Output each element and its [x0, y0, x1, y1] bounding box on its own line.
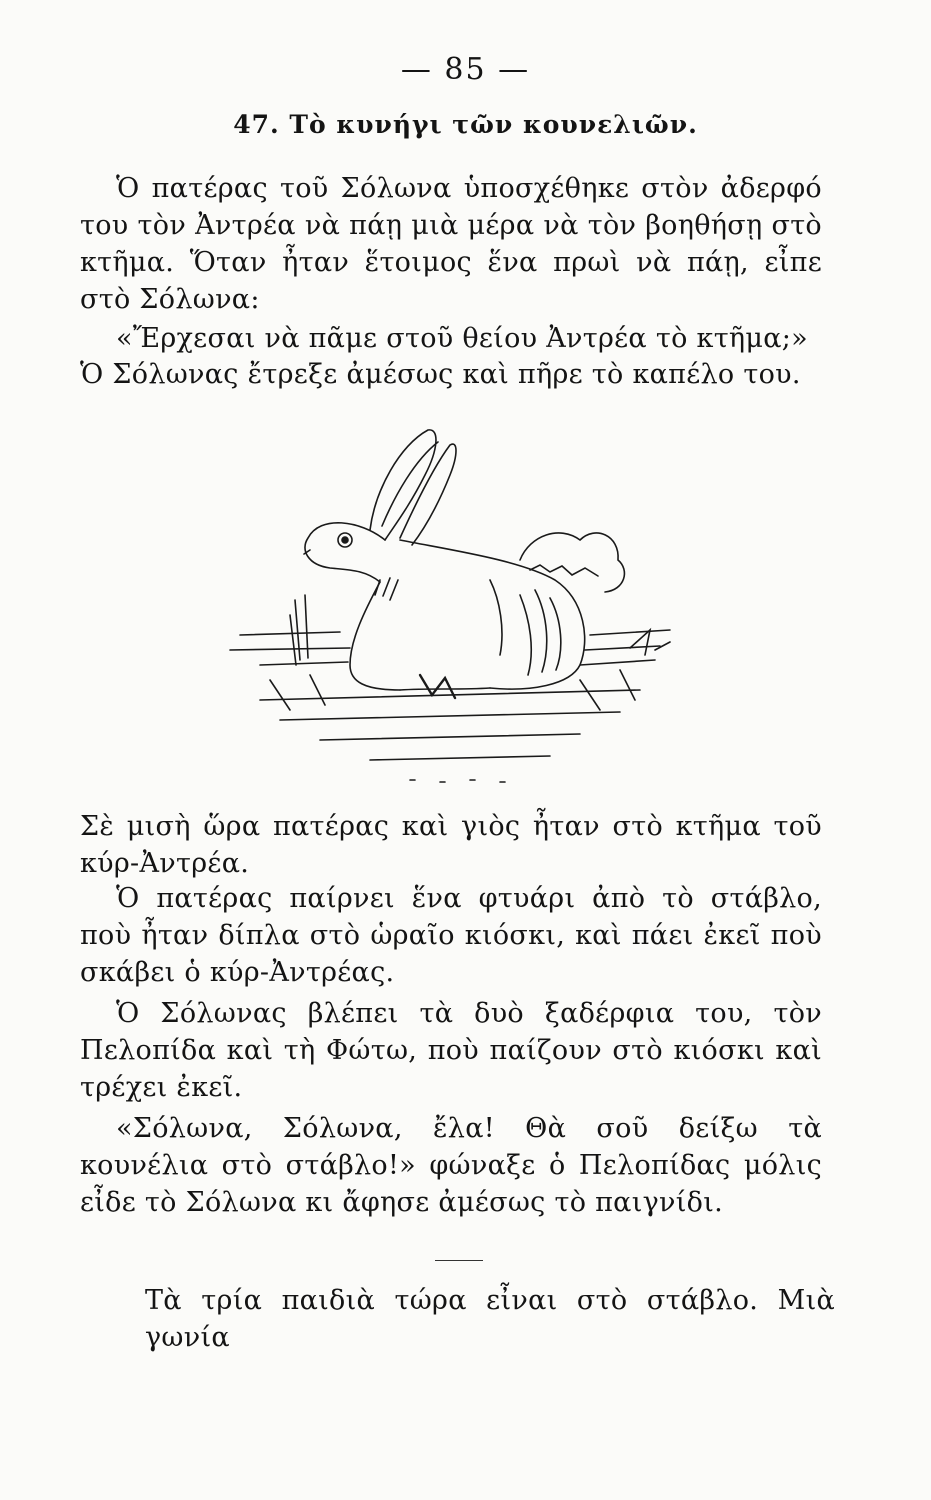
paragraph-8: Τὰ τρία παιδιὰ τώρα εἶναι στὸ στάβλο. Μιὰ γωνία [145, 1285, 835, 1353]
paragraph-6: Ὁ Σόλωνας βλέπει τὰ δυὸ ξαδέρφια του, τὸν Πελοπίδα καὶ τὴ Φώτω, ποὺ παίζουν στὸ κιόσκι καὶ τρέχει ἐκεῖ. [80, 998, 822, 1103]
paragraph-3: Ὁ Σόλωνας ἔτρεξε ἀμέσως καὶ πῆρε τὸ καπέλο του. [80, 359, 801, 390]
page-number: — 85 — [400, 52, 531, 87]
paragraph-5: Ὁ πατέρας παίρνει ἕνα φτυάρι ἀπὸ τὸ στάβλο, ποὺ ἦταν δίπλα στὸ ὡραῖο κιόσκι, καὶ πάει ἐκεῖ ποὺ σκάβει ὁ κύρ-Ἀντρέας. [80, 883, 822, 988]
chapter-title: 47. Τὸ κυνήγι τῶν κουνελιῶν. [233, 110, 698, 139]
paragraph-4: Σὲ μισὴ ὥρα πατέρας καὶ γιὸς ἦταν στὸ κτῆμα τοῦ κύρ-Ἀντρέα. [80, 811, 822, 879]
paragraph-2: «Ἔρχεσαι νὰ πᾶμε στοῦ θείου Ἀντρέα τὸ κτῆμα;» [116, 323, 809, 354]
divider [435, 1260, 483, 1261]
paragraph-1: Ὁ πατέρας τοῦ Σόλωνα ὑποσχέθηκε στὸν ἀδερφό του τὸν Ἀντρέα νὰ πάῃ μιὰ μέρα νὰ τὸν βοηθήσῃ στὸ κτῆμα. Ὅταν ἦταν ἕτοιμος ἕνα πρωὶ νὰ πάῃ, εἶπε στὸ Σόλωνα: [80, 173, 822, 315]
rabbit-engraving-icon [200, 420, 700, 810]
paragraph-7: «Σόλωνα, Σόλωνα, ἔλα! Θὰ σοῦ δείξω τὰ κουνέλια στὸ στάβλο!» φώναξε ὁ Πελοπίδας μόλις εἶδε τὸ Σόλωνα κι ἄφησε ἀμέσως τὸ παιγνίδι. [80, 1113, 822, 1218]
